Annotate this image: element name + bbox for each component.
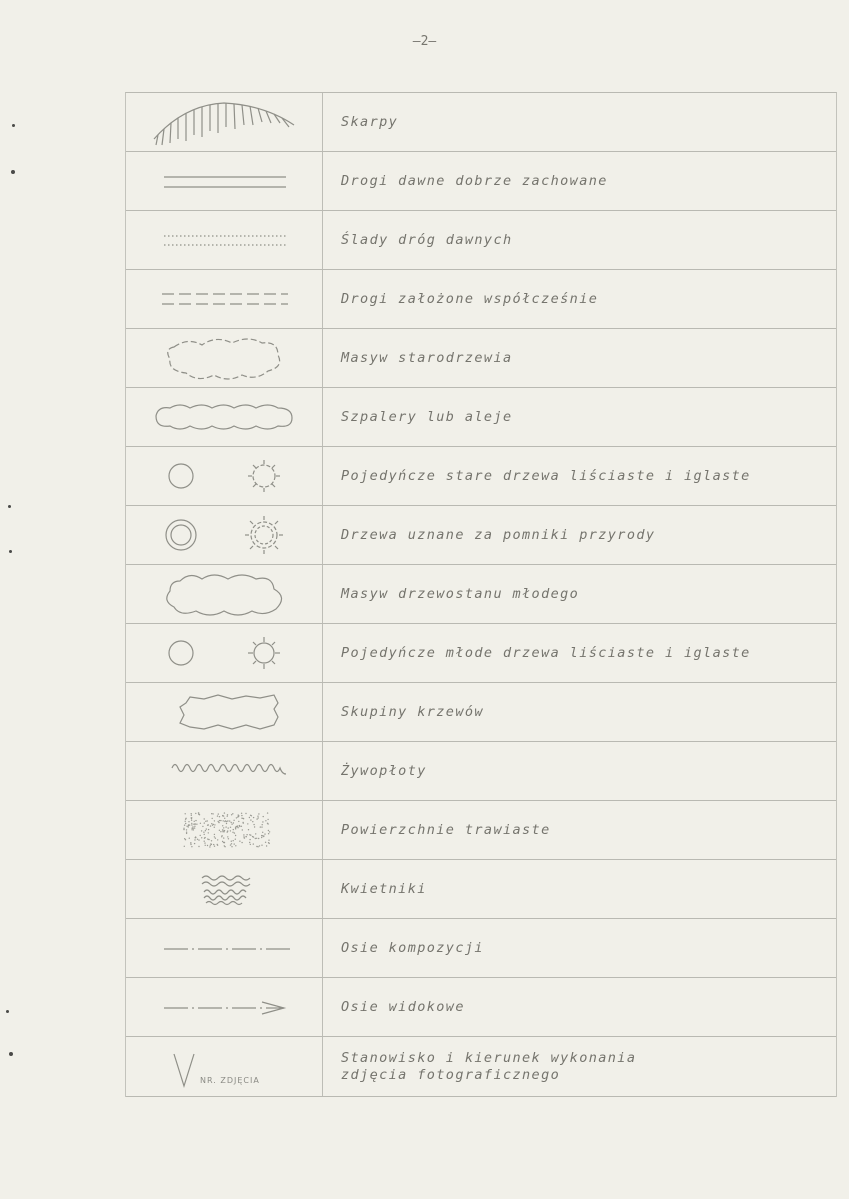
legend-label: Stanowisko i kierunek wykonania zdjęcia fotograficznego [341, 1049, 637, 1083]
legend-row [126, 801, 836, 860]
legend-label: Osie widokowe [341, 998, 465, 1015]
legend-label: Żywopłoty [341, 762, 427, 779]
legend-row [126, 329, 836, 388]
dashed-double-line-icon [126, 270, 323, 328]
legend-label: Drogi założone współcześnie [341, 290, 599, 307]
legend-row [126, 624, 836, 683]
legend-label: Osie kompozycji [341, 939, 484, 956]
legend-row [126, 860, 836, 919]
legend-row [126, 919, 836, 978]
legend-row [126, 93, 836, 152]
legend-row [126, 683, 836, 742]
legend-row [126, 565, 836, 624]
legend-row [126, 978, 836, 1037]
legend-row [126, 152, 836, 211]
monument-tree-double-circle-icons [126, 506, 323, 564]
legend-row [126, 447, 836, 506]
legend-row [126, 742, 836, 801]
legend-label: Masyw drzewostanu młodego [341, 585, 580, 602]
photo-position-v-icon [126, 1037, 323, 1096]
legend-label: Skarpy [341, 113, 399, 130]
view-axis-arrow-icon [126, 978, 323, 1036]
flowerbed-pattern-icon [126, 860, 323, 918]
legend-label: Pojedyńcze młode drzewa liściaste i iglaste [341, 644, 751, 661]
page-number: —2— [412, 34, 437, 49]
shrub-group-outline-icon [126, 683, 323, 741]
legend-label: Ślady dróg dawnych [341, 231, 513, 248]
old-tree-mass-cloud-icon [126, 329, 323, 387]
margin-mark [9, 550, 12, 553]
legend-label: Pojedyńcze stare drzewa liściaste i iglaste [341, 467, 751, 484]
legend-row [126, 1037, 836, 1097]
legend-label: Powierzchnie trawiaste [341, 821, 551, 838]
legend-row [126, 388, 836, 447]
double-line-road-icon [126, 152, 323, 210]
dotted-double-line-icon [126, 211, 323, 269]
margin-mark [11, 170, 15, 174]
margin-mark [6, 1010, 9, 1013]
legend-row [126, 211, 836, 270]
legend-label: Masyw starodrzewia [341, 349, 513, 366]
escarpment-hatch-icon [126, 93, 323, 151]
single-tree-circle-icons [126, 447, 323, 505]
hedge-wave-icon [126, 742, 323, 800]
margin-mark [12, 124, 15, 127]
margin-mark [8, 505, 11, 508]
legend-row [126, 506, 836, 565]
young-stand-cloud-icon [126, 565, 323, 623]
young-tree-circle-icons [126, 624, 323, 682]
grass-stipple-icon [126, 801, 323, 859]
margin-mark [9, 1052, 13, 1056]
photo-number-caption: NR. ZDJĘCIA [200, 1075, 260, 1085]
legend-row [126, 270, 836, 329]
legend-label: Kwietniki [341, 880, 427, 897]
legend-label: Szpalery lub aleje [341, 408, 513, 425]
composition-axis-dashdot-icon [126, 919, 323, 977]
legend-label: Drogi dawne dobrze zachowane [341, 172, 608, 189]
legend-table [125, 92, 837, 1097]
legend-label: Drzewa uznane za pomniki przyrody [341, 526, 656, 543]
tree-row-scallop-icon [126, 388, 323, 446]
legend-label: Skupiny krzewów [341, 703, 484, 720]
